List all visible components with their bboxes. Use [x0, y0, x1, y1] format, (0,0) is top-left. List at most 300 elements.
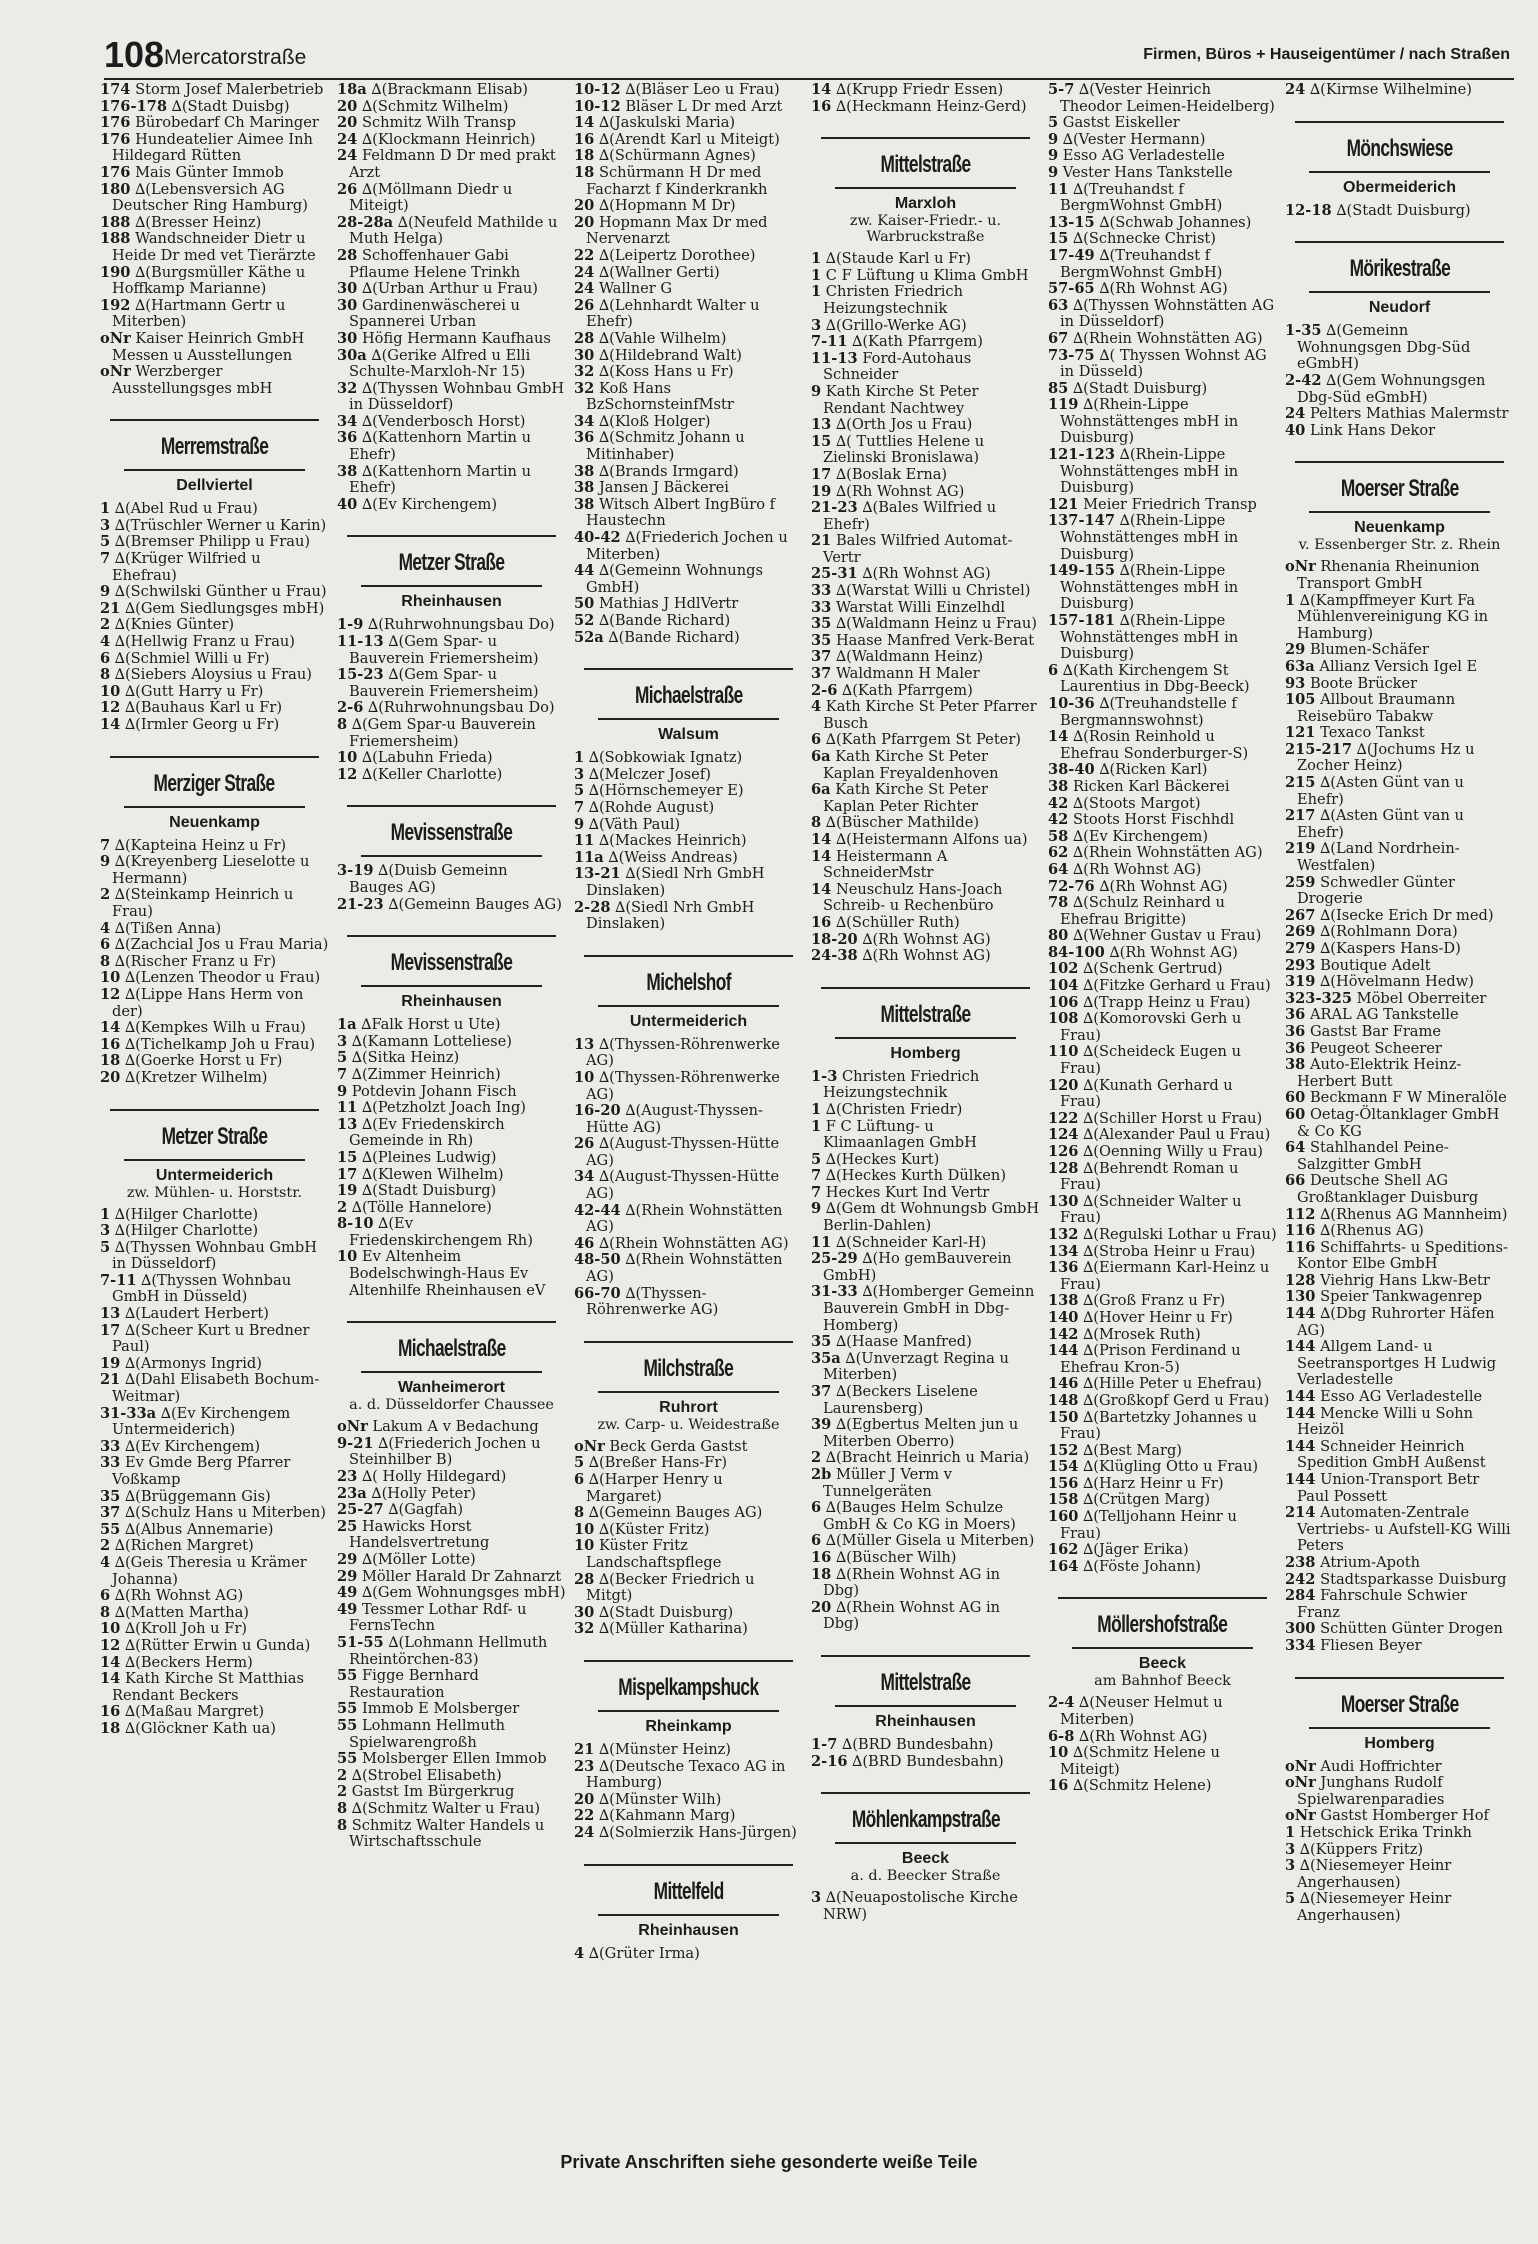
heading-rule	[347, 535, 556, 537]
directory-entry	[100, 551, 329, 584]
directory-entry	[1048, 779, 1277, 796]
entry-text: Stadtsparkasse Duisburg	[1320, 1570, 1507, 1588]
house-number: 38-40	[1048, 761, 1095, 779]
house-number: 19	[337, 1182, 358, 1200]
house-number: 35	[100, 1487, 121, 1505]
house-number: 120	[1048, 1076, 1079, 1094]
house-number: 15	[811, 432, 832, 450]
directory-entry	[1285, 1306, 1514, 1339]
house-number: 2	[811, 1449, 822, 1467]
district-name: Dellviertel	[176, 477, 253, 495]
directory-entry	[100, 1671, 329, 1704]
directory-entry	[337, 82, 566, 99]
house-number: 28	[574, 329, 595, 347]
house-number: 16	[100, 1703, 121, 1721]
entry-text: ∆(Rosin Reinhold u Ehefrau Sonderburger-S)	[1060, 728, 1249, 762]
directory-entry	[811, 666, 1040, 683]
entry-text: Texaco Tankst	[1320, 724, 1425, 742]
street-heading	[1285, 461, 1514, 553]
district-name: Wanheimerort	[398, 1379, 505, 1397]
entry-text: ∆(Hille Peter u Ehefrau)	[1083, 1375, 1262, 1393]
house-number: 10-12	[574, 82, 621, 98]
house-number: 157-181	[1048, 612, 1115, 629]
entry-text: ∆(Petzholzt Joach Ing)	[361, 1099, 526, 1117]
house-number: 78	[1048, 894, 1069, 912]
directory-entry	[1048, 762, 1277, 779]
entry-text: Potdevin Johann Fisch	[351, 1082, 517, 1100]
house-number: 19	[100, 1354, 121, 1372]
directory-entry	[811, 434, 1040, 467]
entry-text: ∆(Grillo-Werke AG)	[825, 316, 967, 334]
house-number: 1a	[337, 1016, 357, 1034]
entry-text: ∆(Best Marg)	[1083, 1441, 1183, 1459]
entry-text: ∆(Stadt Duisburg)	[361, 1182, 497, 1200]
house-number: 14	[811, 880, 832, 898]
directory-entry	[100, 1037, 329, 1054]
directory-entry	[1285, 1759, 1514, 1776]
house-number: 21	[811, 532, 832, 550]
street-location-note: v. Essenberger Str. z. Rhein	[1298, 537, 1501, 554]
directory-entry	[1048, 1227, 1277, 1244]
entry-text: Schütten Günter Drogen	[1320, 1620, 1503, 1638]
house-number: 28	[337, 246, 358, 264]
directory-entry	[1048, 248, 1277, 281]
house-number: 9	[100, 583, 111, 601]
house-number: 25-31	[811, 565, 858, 583]
house-number: 38	[1285, 1056, 1306, 1074]
heading-rule	[821, 1655, 1030, 1657]
house-number: 5	[574, 782, 585, 800]
directory-entry	[100, 970, 329, 987]
house-number: 1-35	[1285, 322, 1322, 340]
entry-text: ∆(Rohlmann Dora)	[1320, 923, 1458, 941]
directory-entry	[574, 833, 803, 850]
entry-text: ∆(Kreyenberg Lieselotte u Hermann)	[112, 853, 310, 887]
directory-entry	[1048, 115, 1277, 132]
street-heading	[1285, 241, 1514, 317]
entry-text: Mathias J HdlVertr	[598, 595, 739, 613]
entry-text: Automaten-Zentrale Vertriebs- u Aufstell-KG Willi Peters	[1297, 1504, 1511, 1555]
directory-entry	[574, 480, 803, 497]
entry-text: ∆(Gemeinn Bauges AG)	[388, 895, 562, 913]
directory-entry	[1285, 1775, 1514, 1808]
entry-text: Christen Friedrich Heizungstechnik	[823, 283, 963, 317]
house-number: 55	[337, 1750, 358, 1768]
house-number: 24	[337, 147, 358, 165]
entry-text: ∆(Trüschler Werner u Karin)	[114, 516, 327, 534]
entry-text: ∆(Becker Friedrich u Mitgt)	[586, 1570, 755, 1605]
directory-entry	[100, 838, 329, 855]
directory-entry	[100, 854, 329, 887]
entry-text: Hundeatelier Aimee Inh Hildegard Rütten	[112, 130, 313, 165]
directory-entry	[574, 364, 803, 381]
entry-text: ∆(Schmitz Wilhelm)	[361, 97, 509, 115]
house-number: 1	[1285, 1823, 1296, 1841]
house-number: 144	[1285, 1437, 1316, 1455]
house-number: 128	[1285, 1271, 1316, 1289]
entry-text: ∆(Rhein Wohnstätten AG)	[586, 1201, 783, 1236]
house-number: 5	[100, 1238, 111, 1256]
directory-entry	[1048, 348, 1277, 381]
house-number: 11	[811, 1233, 832, 1251]
directory-entry	[1048, 1310, 1277, 1327]
street-heading	[100, 756, 329, 832]
house-number: 7-11	[100, 1271, 137, 1289]
entry-text: ∆(Ruhrwohnungsbau Do)	[368, 699, 555, 717]
entry-text: Gastst Homberger Hof	[1320, 1807, 1489, 1825]
directory-entry	[811, 1550, 1040, 1567]
directory-entry	[1285, 841, 1514, 874]
entry-text: Witsch Albert IngBüro f Haustechn	[586, 495, 776, 530]
street-name: Mönchswiese	[1346, 134, 1453, 162]
house-number: 1-9	[337, 616, 364, 634]
directory-entry	[574, 99, 803, 116]
entry-text: ∆(Schmiel Willi u Fr)	[114, 649, 270, 667]
directory-entry	[1285, 1289, 1514, 1306]
directory-entry	[811, 915, 1040, 932]
entry-text: Atrium-Apoth	[1320, 1553, 1420, 1571]
entry-text: ∆(Hildebrand Walt)	[598, 346, 742, 364]
entry-text: ∆(Kath Pfarrgem)	[852, 333, 983, 351]
house-number: 38	[1048, 777, 1069, 795]
entry-text: ∆(Brüggemann Gis)	[124, 1487, 271, 1505]
entry-text: ∆(Rhein Wohnst AG in Dbg)	[823, 1598, 1001, 1633]
house-number: 26	[574, 1135, 595, 1153]
house-number: 19	[811, 482, 832, 500]
house-number: 36	[1285, 1022, 1306, 1040]
directory-entry	[100, 1721, 329, 1738]
street-name: Mittelfeld	[653, 1877, 724, 1905]
directory-entry	[1048, 1492, 1277, 1509]
house-number: 7	[574, 798, 585, 816]
directory-entry	[1285, 1007, 1514, 1024]
entry-text: ∆(Steinkamp Heinrich u Frau)	[112, 886, 294, 920]
house-number: 1-7	[811, 1735, 838, 1753]
house-number: 15	[337, 1148, 358, 1166]
directory-entry	[100, 1240, 329, 1273]
directory-entry	[100, 1273, 329, 1306]
house-number: 5	[574, 1454, 585, 1472]
directory-entry	[1285, 1572, 1514, 1589]
house-number: 334	[1285, 1636, 1316, 1654]
house-number: oNr	[1285, 1807, 1316, 1825]
district-name: Rheinkamp	[645, 1717, 732, 1735]
house-number: 17	[100, 1321, 121, 1339]
directory-column-4	[811, 82, 1040, 2102]
house-number: 26	[337, 180, 358, 198]
directory-entry	[574, 1472, 803, 1505]
entry-text: ∆(Telljohann Heinr u Frau)	[1060, 1508, 1237, 1542]
heading-rule	[821, 987, 1030, 989]
street-name: Michaelstraße	[634, 682, 743, 710]
house-number: 150	[1048, 1408, 1079, 1426]
directory-entry	[811, 948, 1040, 965]
house-number: 14	[100, 1019, 121, 1037]
house-number: 1	[574, 749, 585, 767]
directory-entry	[811, 600, 1040, 617]
directory-entry	[1285, 1842, 1514, 1859]
house-number: 50	[574, 595, 595, 613]
directory-entry	[1285, 1024, 1514, 1041]
entry-text: Esso AG Verladestelle	[1062, 147, 1225, 165]
entry-text: ∆(Schulz Reinhard u Ehefrau Brigitte)	[1060, 894, 1225, 928]
directory-entry	[574, 817, 803, 834]
house-number: 6	[100, 649, 111, 667]
house-number: 116	[1285, 1238, 1316, 1256]
entry-text: ∆(Lohmann Hellmuth Rheintörchen-83)	[349, 1633, 548, 1668]
street-heading	[574, 1341, 803, 1433]
directory-entry	[574, 530, 803, 563]
entry-text: Fliesen Beyer	[1320, 1636, 1422, 1654]
street-underline	[598, 1005, 779, 1007]
directory-entry	[574, 900, 803, 933]
district-name: Rheinhausen	[401, 993, 502, 1011]
entry-text: ∆(Beckers Herm)	[124, 1653, 253, 1671]
house-number: 136	[1048, 1259, 1079, 1277]
house-number: 38	[574, 495, 595, 513]
entry-text: Blumen-Schäfer	[1309, 641, 1429, 659]
directory-entry	[1285, 1505, 1514, 1555]
house-number: 214	[1285, 1504, 1316, 1522]
house-number: 34	[574, 412, 595, 430]
directory-entry	[574, 800, 803, 817]
entry-text: ∆Falk Horst u Ute)	[361, 1016, 501, 1034]
house-number: 11	[574, 832, 595, 850]
directory-entry	[1285, 1207, 1514, 1224]
house-number: 33	[811, 582, 832, 600]
directory-entry	[337, 1602, 566, 1635]
directory-entry	[1048, 862, 1277, 879]
directory-entry	[100, 82, 329, 99]
house-number: 164	[1048, 1557, 1079, 1575]
house-number: 10-36	[1048, 694, 1095, 712]
district-name: Neuenkamp	[1354, 519, 1445, 537]
entry-text: ∆( Holly Hildegard)	[361, 1468, 507, 1486]
street-underline	[361, 585, 542, 587]
house-number: 2	[100, 616, 111, 634]
entry-text: ∆(Vester Hermann)	[1062, 130, 1206, 148]
directory-entry	[1048, 215, 1277, 232]
street-underline	[361, 855, 542, 857]
entry-text: ∆(Neuser Helmut u Miterben)	[1060, 1694, 1223, 1729]
house-number: 42	[1048, 794, 1069, 812]
entry-text: ∆(Stroba Heinr u Frau)	[1083, 1242, 1256, 1260]
entry-text: Jansen J Bäckerei	[598, 479, 729, 497]
directory-entry	[1048, 1695, 1277, 1728]
entry-text: ∆(Isecke Erich Dr med)	[1320, 906, 1494, 924]
house-number: 42	[1048, 811, 1069, 829]
running-street-title: Mercatorstraße	[164, 46, 307, 69]
entry-text: Lakum A v Bedachung	[372, 1418, 539, 1436]
directory-entry	[811, 99, 1040, 116]
house-number: 267	[1285, 906, 1316, 924]
directory-entry	[811, 334, 1040, 351]
entry-text: ∆(Krüger Wilfried u Ehefrau)	[112, 550, 261, 584]
house-number: 36	[337, 429, 358, 447]
entry-text: ∆(Strobel Elisabeth)	[351, 1766, 502, 1784]
directory-entry	[811, 1201, 1040, 1234]
directory-entry	[1285, 203, 1514, 220]
house-number: 2-4	[1048, 1694, 1075, 1712]
house-number: 14	[100, 716, 121, 733]
directory-entry	[1285, 1555, 1514, 1572]
house-number: 9	[811, 382, 822, 400]
entry-text: ∆(Hover Heinr u Fr)	[1083, 1308, 1233, 1326]
entry-text: Hetschick Erika Trinkh	[1299, 1823, 1472, 1841]
house-number: 16	[574, 130, 595, 148]
house-number: 152	[1048, 1441, 1079, 1459]
house-number: 14	[100, 1653, 121, 1671]
directory-entry	[811, 384, 1040, 417]
directory-entry	[100, 1306, 329, 1323]
directory-entry	[100, 165, 329, 182]
house-number: 23a	[337, 1484, 367, 1502]
house-number: 188	[100, 213, 131, 231]
directory-entry	[811, 1737, 1040, 1754]
entry-text: ∆(Stoots Margot)	[1072, 794, 1201, 812]
house-number: 25-29	[811, 1250, 858, 1268]
directory-entry	[1048, 1509, 1277, 1542]
district-name: Obermeiderich	[1343, 178, 1456, 196]
house-number: 3	[574, 765, 585, 783]
directory-entry	[1048, 812, 1277, 829]
house-number: 116	[1285, 1222, 1316, 1240]
entry-text: ∆(Scheideck Eugen u Frau)	[1060, 1043, 1241, 1078]
directory-column-2	[337, 82, 566, 2102]
house-number: 64	[1048, 860, 1069, 878]
entry-text: ∆(Stadt Duisburg)	[598, 1603, 734, 1621]
house-number: 24	[574, 1823, 595, 1841]
directory-entry	[337, 1017, 566, 1034]
house-number: 36	[1285, 1039, 1306, 1057]
house-number: 8	[337, 1799, 348, 1817]
entry-text: ∆(Ev Kirchengem Untermeiderich)	[112, 1404, 291, 1439]
house-number: 174	[100, 82, 131, 98]
street-heading	[337, 535, 566, 611]
directory-entry	[337, 1167, 566, 1184]
house-number: 20	[574, 213, 595, 231]
house-number: 137-147	[1048, 512, 1115, 530]
house-number: 30a	[337, 346, 367, 364]
entry-text: ∆(Rhein Wohnstätten AG)	[1072, 844, 1263, 862]
entry-text: ∆(Ricken Karl)	[1099, 761, 1208, 779]
entry-text: ∆(Irmler Georg u Fr)	[124, 716, 280, 733]
directory-entry	[100, 518, 329, 535]
house-number: 10	[574, 1520, 595, 1538]
directory-entry	[811, 699, 1040, 732]
directory-entry	[1048, 563, 1277, 613]
directory-entry	[100, 634, 329, 651]
directory-entry	[1285, 808, 1514, 841]
house-number: 38	[574, 462, 595, 480]
entry-text: ∆(Schmitz Walter u Frau)	[351, 1799, 541, 1817]
entry-text: ∆(Bläser Leo u Frau)	[625, 82, 780, 98]
entry-text: ∆(Orth Jos u Frau)	[835, 416, 973, 434]
entry-text: ∆(Hörnschemeyer E)	[588, 782, 744, 800]
entry-text: Haase Manfred Verk-Berat	[835, 631, 1035, 649]
house-number: 18-20	[811, 930, 858, 948]
house-number: 8	[100, 952, 111, 970]
entry-text: ∆(Kapteina Heinz u Fr)	[114, 836, 287, 854]
directory-entry	[1048, 1476, 1277, 1493]
directory-entry	[337, 464, 566, 497]
house-number: 73-75	[1048, 346, 1095, 364]
entry-text: ∆(Waldmann Heinz)	[835, 648, 984, 666]
street-underline	[361, 985, 542, 987]
directory-entry	[1048, 845, 1277, 862]
directory-entry	[337, 634, 566, 667]
directory-entry	[1048, 1260, 1277, 1293]
directory-entry	[337, 1100, 566, 1117]
directory-entry	[100, 700, 329, 717]
directory-entry	[337, 1552, 566, 1569]
directory-entry	[811, 318, 1040, 335]
entry-text: ∆(Jäger Erika)	[1083, 1541, 1189, 1559]
house-number: 259	[1285, 873, 1316, 891]
house-number: 36	[1285, 1006, 1306, 1024]
directory-entry	[100, 1455, 329, 1488]
entry-text: ∆(Bande Richard)	[598, 612, 731, 629]
house-number: 2b	[811, 1465, 832, 1483]
entry-text: ∆(Kahmann Marg)	[598, 1807, 736, 1825]
house-number: oNr	[100, 363, 131, 381]
directory-entry	[574, 497, 803, 530]
house-number: 134	[1048, 1242, 1079, 1260]
directory-entry	[574, 1203, 803, 1236]
house-number: oNr	[100, 329, 131, 347]
entry-text: ∆(Schnecke Christ)	[1072, 230, 1216, 248]
entry-text: Boutique Adelt	[1320, 956, 1431, 974]
entry-text: Neuschulz Hans-Joach Schreib- u Rechenbüro	[823, 880, 1003, 915]
entry-text: Schiffahrts- u Speditions-Kontor Elbe GmbH	[1297, 1238, 1508, 1273]
entry-text: ∆(Boslak Erna)	[835, 465, 948, 483]
street-name: Michelshof	[646, 968, 731, 996]
house-number: 18a	[337, 82, 367, 98]
entry-text: ∆(Klewen Wilhelm)	[361, 1165, 504, 1183]
directory-entry	[574, 630, 803, 647]
entry-text: Storm Josef Malerbetrieb	[135, 82, 324, 98]
house-number: 9	[574, 815, 585, 833]
entry-text: Schneider Heinrich Spedition GmbH Außenst	[1297, 1437, 1486, 1472]
house-number: 10	[100, 1620, 121, 1638]
entry-text: Figge Bernhard Restauration	[349, 1667, 479, 1701]
entry-text: ∆(Leipertz Dorothee)	[598, 246, 756, 264]
house-number: 42-44	[574, 1201, 621, 1219]
house-number: 9	[1048, 130, 1059, 148]
house-number: 8-10	[337, 1215, 374, 1233]
house-number: 11a	[574, 848, 604, 866]
directory-entry	[337, 148, 566, 181]
house-number: 32	[574, 379, 595, 397]
directory-entry	[1048, 298, 1277, 331]
entry-text: Ford-Autohaus Schneider	[823, 349, 972, 384]
entry-text: ∆(Rhenus AG Mannheim)	[1320, 1205, 1508, 1223]
house-number: 12	[337, 765, 358, 783]
directory-entry	[337, 381, 566, 414]
entry-text: ∆(Gem Spar- u Bauverein Friemersheim)	[349, 666, 539, 700]
entry-text: ∆(Schneider Karl-H)	[835, 1233, 987, 1251]
directory-entry	[574, 1621, 803, 1638]
entry-text: Küster Fritz Landschaftspflege	[586, 1537, 722, 1571]
entry-text: ∆(Krupp Friedr Essen)	[835, 82, 1004, 98]
directory-entry	[1048, 1194, 1277, 1227]
directory-entry	[1048, 447, 1277, 497]
house-number: 3-19	[337, 862, 374, 880]
house-number: 7	[100, 836, 111, 854]
house-number: 176	[100, 163, 131, 181]
entry-text: ∆(Gem Wohnungsges mbH)	[361, 1584, 566, 1602]
directory-entry	[337, 1569, 566, 1586]
